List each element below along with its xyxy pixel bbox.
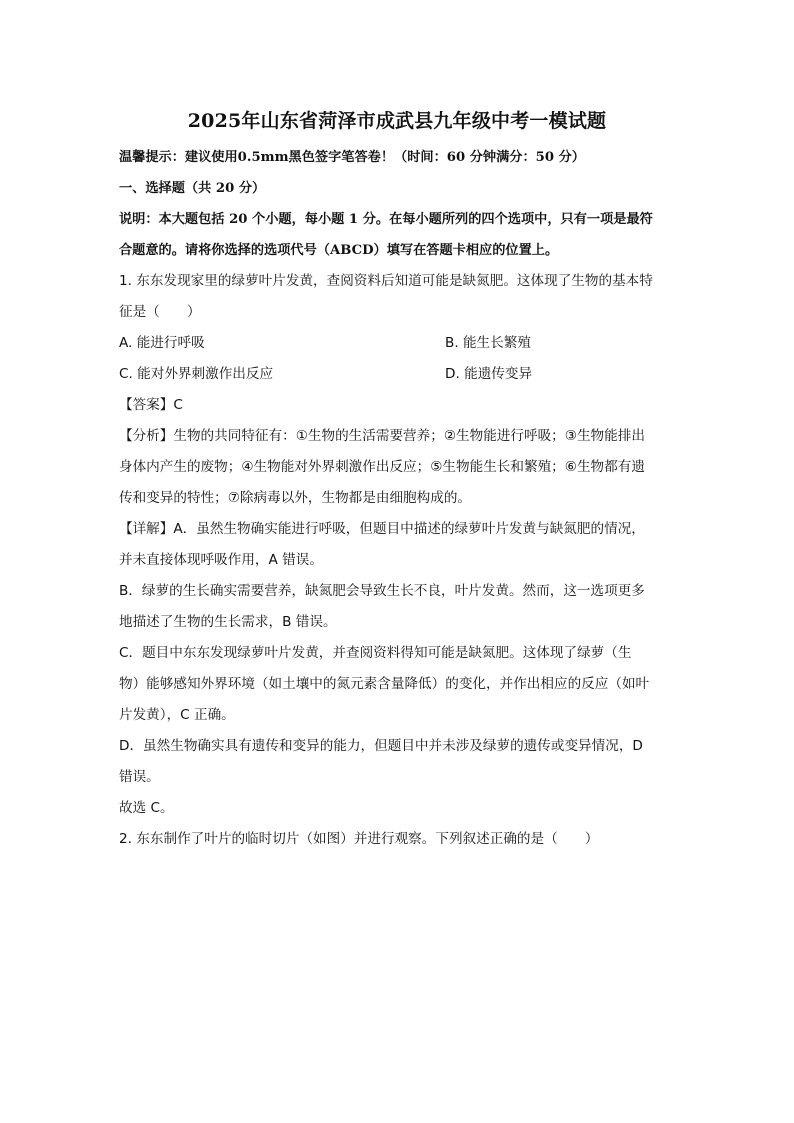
answer-text: 【答案】C	[119, 397, 183, 413]
question-1-line-2: 征是（ ）	[119, 304, 201, 320]
detail-c-line-1: C．题目中东东发现绿萝叶片发黄，并查阅资料得知可能是缺氮肥。这体现了绿萝（生	[119, 645, 632, 661]
analysis-line-1: 【分析】生物的共同特征有：①生物的生活需要营养；②生物能进行呼吸；③生物能排出	[119, 428, 645, 444]
analysis-line-3: 传和变异的特性；⑦除病毒以外，生物都是由细胞构成的。	[119, 490, 472, 506]
question-1-options-row-1	[119, 328, 679, 359]
option-b: B. 能生长繁殖	[445, 335, 531, 351]
section-heading: 一、选择题（共 20 分）	[119, 181, 266, 196]
detail-d-line-2: 错误。	[119, 769, 160, 785]
detail-c-line-3: 片发黄），C 正确。	[119, 707, 235, 723]
option-a: A. 能进行呼吸	[119, 335, 205, 351]
option-d: D. 能遗传变异	[445, 366, 533, 382]
tip-text: 温馨提示：建议使用0.5mm黑色签字笔答卷！（时间：60 分钟满分：50 分）	[119, 150, 585, 165]
question-1-options-row-2	[119, 359, 679, 390]
exam-content	[119, 142, 679, 855]
detail-b-line-1: B．绿萝的生长确实需要营养，缺氮肥会导致生长不良，叶片发黄。然而，这一选项更多	[119, 583, 645, 599]
detail-a-line-2: 并未直接体现呼吸作用，A 错误。	[119, 552, 323, 568]
option-c: C. 能对外界刺激作出反应	[119, 366, 274, 382]
analysis-line-2: 身体内产生的废物；④生物能对外界刺激作出反应；⑤生物能生长和繁殖；⑥生物都有遗	[119, 459, 645, 475]
detail-c-line-2: 物）能够感知外界环境（如土壤中的氮元素含量降低）的变化，并作出相应的反应（如叶	[119, 676, 650, 692]
instruction-line-1: 说明：本大题包括 20 个小题，每小题 1 分。在每小题所列的四个选项中，只有一项是最符	[119, 212, 653, 227]
detail-d-line-1: D．虽然生物确实具有遗传和变异的能力，但题目中并未涉及绿萝的遗传或变异情况，D	[119, 738, 643, 754]
exam-title: 2025年山东省菏泽市成武县九年级中考一模试题	[187, 110, 607, 132]
detail-b-line-2: 地描述了生物的生长需求，B 错误。	[119, 614, 337, 630]
detail-a-line-1: 【详解】A．虽然生物确实能进行呼吸，但题目中描述的绿萝叶片发黄与缺氮肥的情况，	[119, 521, 645, 537]
question-2-line-1: 2. 东东制作了叶片的临时切片（如图）并进行观察。下列叙述正确的是（ ）	[119, 831, 599, 847]
question-1-line-1: 1. 东东发现家里的绿萝叶片发黄，查阅资料后知道可能是缺氮肥。这体现了生物的基本特	[119, 273, 653, 289]
instruction-line-2: 合题意的。请将你选择的选项代号（ABCD）填写在答题卡相应的位置上。	[119, 243, 559, 258]
detail-conclusion: 故选 C。	[119, 800, 174, 816]
